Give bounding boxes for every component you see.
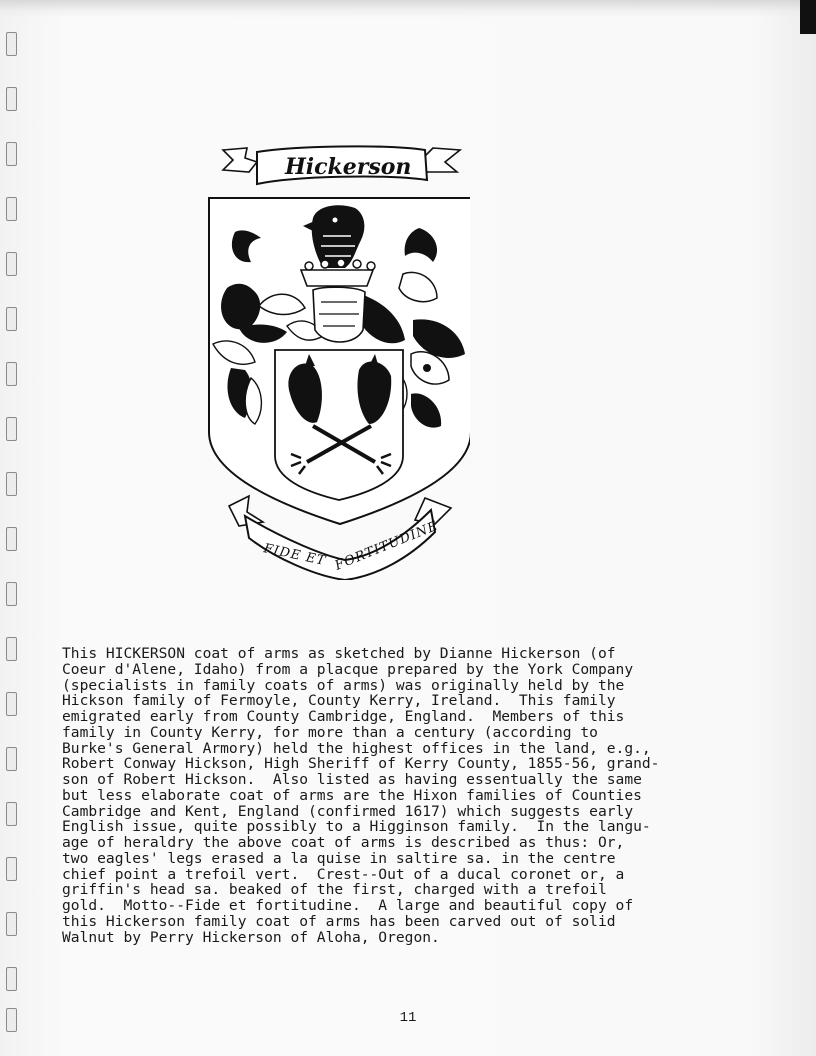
family-name-banner: Hickerson (285, 154, 412, 180)
scan-corner-mark (800, 0, 816, 34)
binding-hole (6, 582, 17, 606)
motto-left-text: FIDE ET (262, 541, 328, 570)
text-line: (specialists in family coats of arms) was originally held by the (62, 676, 625, 694)
text-line: family in County Kerry, for more than a century (according to (62, 723, 598, 741)
binding-hole (6, 32, 17, 56)
text-line: chief point a trefoil vert. Crest--Out of a ducal coronet or, a (62, 865, 625, 883)
text-line: emigrated early from County Cambridge, England. Members of this (62, 708, 625, 725)
scan-top-edge (0, 0, 816, 18)
text-line: son of Robert Hickson. Also listed as having essentually the same (62, 771, 642, 788)
binding-hole (6, 857, 17, 881)
binding-hole (6, 417, 17, 441)
text-line: Coeur d'Alene, Idaho) from a placque prepared by the York Company (62, 660, 634, 678)
text-line: Robert Conway Hickson, High Sheriff of Kerry County, 1855-56, grand- (62, 755, 660, 773)
binding-hole (6, 692, 17, 716)
binding-hole (6, 142, 17, 166)
text-line: Hickson family of Fermoyle, County Kerry, Ireland. This family (62, 692, 616, 710)
binding-hole (6, 252, 17, 276)
text-line: two eagles' legs erased a la quise in saltire sa. in the centre (62, 849, 616, 867)
spiral-binding (6, 30, 20, 1040)
name-scroll-banner (223, 146, 460, 184)
binding-hole (6, 197, 17, 221)
coat-of-arms-illustration (205, 140, 470, 580)
text-line: Walnut by Perry Hickerson of Aloha, Oregon. (62, 928, 440, 946)
body-paragraph (62, 646, 762, 945)
text-line: English issue, quite possibly to a Higginson family. In the langu- (62, 818, 651, 836)
binding-hole (6, 967, 17, 991)
text-line: This HICKERSON coat of arms as sketched by Dianne Hickerson (of (62, 645, 616, 662)
text-line: Burke's General Armory) held the highest offices in the land, e.g., (62, 739, 651, 757)
motto-right-text: FORTITUDINE (332, 518, 441, 574)
binding-hole (6, 912, 17, 936)
binding-hole (6, 527, 17, 551)
binding-hole (6, 802, 17, 826)
text-line: this Hickerson family coat of arms has been carved out of solid (62, 912, 616, 930)
binding-hole (6, 87, 17, 111)
text-line: griffin's head sa. beaked of the first, charged with a trefoil (62, 881, 607, 899)
text-line: but less elaborate coat of arms are the Hixon families of Counties (62, 786, 642, 804)
text-line: gold. Motto--Fide et fortitudine. A large and beautiful copy of (62, 897, 634, 914)
binding-hole (6, 307, 17, 331)
helm-icon (313, 287, 365, 342)
text-line: age of heraldry the above coat of arms is described as thus: Or, (62, 834, 625, 851)
binding-hole (6, 472, 17, 496)
binding-hole (6, 747, 17, 771)
binding-hole (6, 637, 17, 661)
text-line: Cambridge and Kent, England (confirmed 1617) which suggests early (62, 802, 634, 820)
binding-hole (6, 362, 17, 386)
page-number: 11 (399, 1010, 417, 1026)
